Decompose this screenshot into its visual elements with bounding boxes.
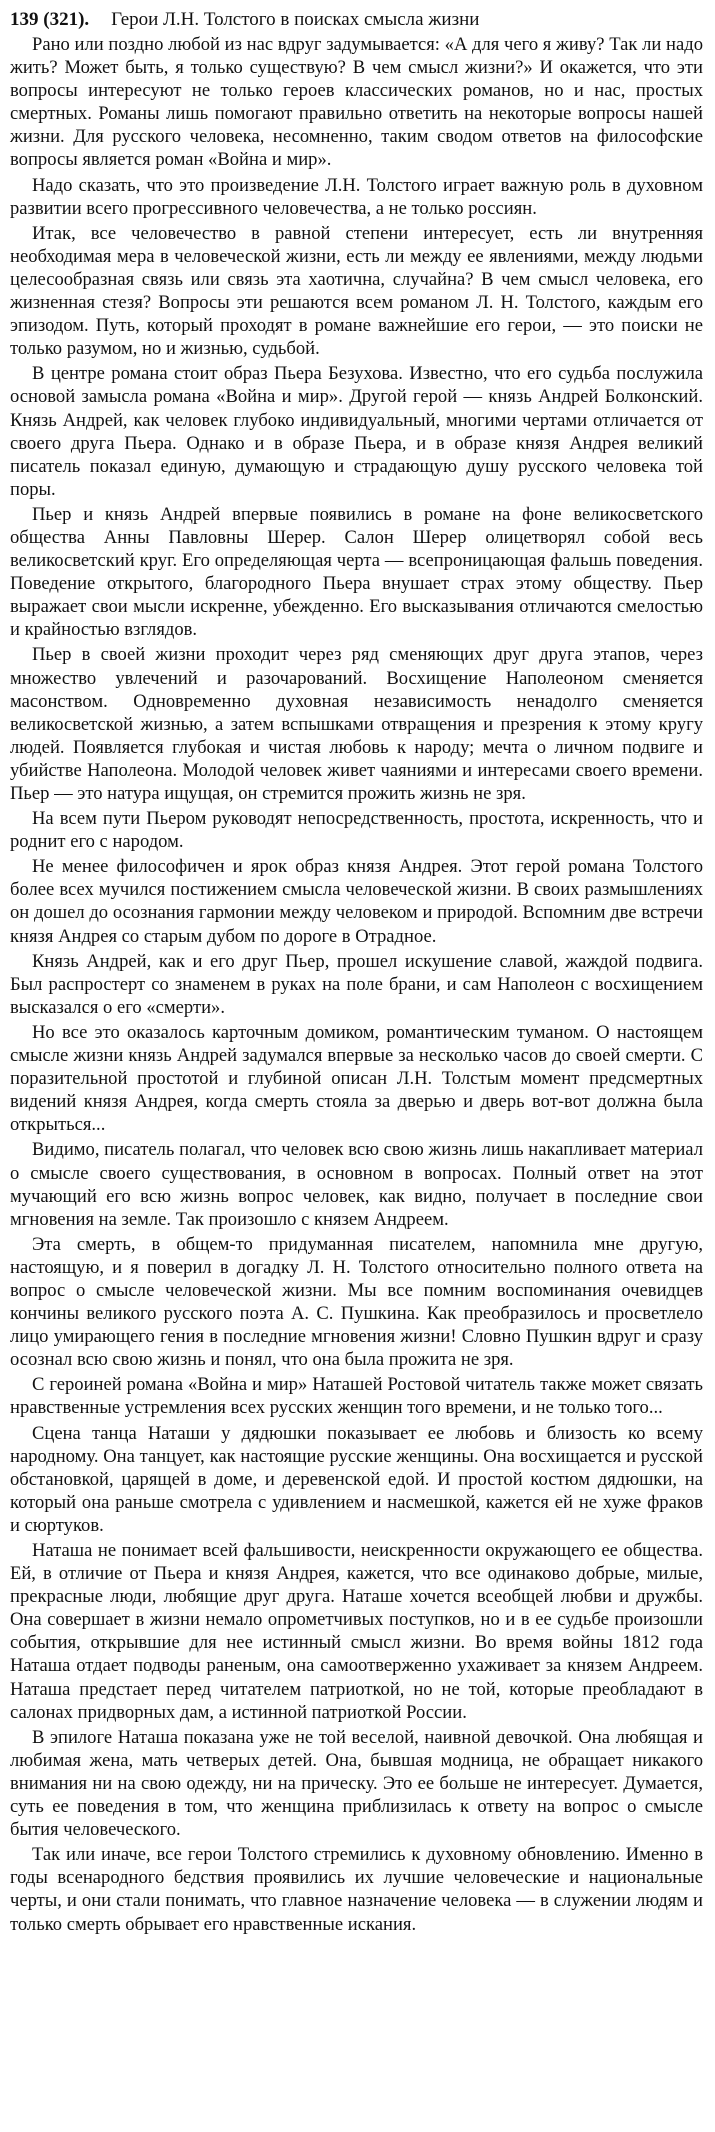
paragraph: В центре романа стоит образ Пьера Безухова. Известно, что его судьба послужила основой замысла романа «Война и мир». Другой герой — князь Андрей Болконский. Князь Андрей, как человек глубоко индивидуальный, многими чертами отличается от своего друга Пьера. Однако и в образе Пьера, и в образе князя Андрея великий писатель показал единую, думающую и страдающую душу русского человека той поры. <box>10 363 703 500</box>
paragraph: Пьер в своей жизни проходит через ряд сменяющих друг друга этапов, через множество увлечений и разочарований. Восхищение Наполеоном сменяется масонством. Одновременно духовная независимость ненадолго сменяется великосветской жизнью, а затем вспышками отвращения и презрения к этому кругу людей. Появляется глубокая и чистая любовь к народу; мечта о личном подвиге и убийстве Наполеона. Молодой человек живет чаяниями и интересами своего времени. Пьер — это натура ищущая, он стремится прожить жизнь не зря. <box>10 644 703 804</box>
paragraph: Наташа не понимает всей фальшивости, неискренности окружающего ее общества. Ей, в отличие от Пьера и князя Андрея, кажется, что все одинаково добрые, милые, прекрасные люди, любящие друг друга. Наташе хочется всеобщей любви и дружбы. Она совершает в жизни немало опрометчивых поступков, но и в ее судьбе произошли события, открывшие для нее истинный смысл жизни. Во время войны 1812 года Наташа отдает подводы раненым, она самоотверженно ухаживает за князем Андреем. Наташа предстает перед читателем патриоткой, но не той, которые преобладают в салонах придворных дам, а истинной патриоткой России. <box>10 1540 703 1723</box>
paragraph: Эта смерть, в общем-то придуманная писателем, напомнила мне другую, настоящую, и я поверил в догадку Л. Н. Толстого относительно полного ответа на вопрос о смысле человеческой жизни. Мы все помним воспоминания очевидцев кончины великого русского поэта А. С. Пушкина. Как преобразилось и просветлело лицо умирающего гения в последние мгновения жизни! Словно Пушкин вдруг и сразу осознал всю свою жизнь и понял, что она была прожита не зря. <box>10 1233 703 1371</box>
paragraph: В эпилоге Наташа показана уже не той веселой, наивной девочкой. Она любящая и любимая жена, мать четверых детей. Она, бывшая модница, не обращает никакого внимания ни на свою одежду, ни на прическу. Это ее больше не интересует. Думается, суть ее поведения в том, что женщина приблизилась к ответу на вопрос о смысле бытия человеческого. <box>10 1726 703 1841</box>
essay-number: 139 (321). <box>10 9 90 30</box>
paragraph: Надо сказать, что это произведение Л.Н. Толстого играет важную роль в духовном развитии всего прогрессивного человечества, а не только россиян. <box>10 174 703 219</box>
essay-title: Герои Л.Н. Толстого в поисках смысла жизни <box>111 9 480 30</box>
paragraph: Но все это оказалось карточным домиком, романтическим туманом. О настоящем смысле жизни князь Андрей задумался впервые за несколько часов до своей смерти. С поразительной простотой и глубиной описан Л.Н. Толстым момент предсмертных видений князя Андрея, когда смерть стояла за дверью и дверь вот-вот должна была открыться... <box>10 1021 703 1136</box>
paragraph: Итак, все человечество в равной степени интересует, есть ли внутренняя необходимая мера в человеческой жизни, есть ли между ее явлениями, между людьми целесообразная связь или связь эта хаотична, случайна? В чем смысл человека, его жизненная стезя? Вопросы эти решаются всем романом Л. Н. Толстого, каждым его эпизодом. Путь, который проходят в романе важнейшие его герои, — это поиски не только разумом, но и жизнью, судьбой. <box>10 222 703 360</box>
paragraph: Пьер и князь Андрей впервые появились в романе на фоне великосветского общества Анны Павловны Шерер. Салон Шерер олицетворял собой весь великосветский круг. Его определяющая черта — всепроницающая фальшь поведения. Поведение открытого, благородного Пьера внушает страх этому обществу. Пьер выражает свои мысли искренне, убежденно. Его высказывания отличаются смелостью и крайностью взглядов. <box>10 503 703 641</box>
document-page <box>10 8 703 1938</box>
paragraph: Сцена танца Наташи у дядюшки показывает ее любовь и близость ко всему народному. Она танцует, как настоящие русские женщины. Она восхищается и русской обстановкой, царящей в доме, и деревенской едой. И простой костюм дядюшки, на который она раньше смотрела с удивлением и насмешкой, кажется ей не хуже фраков и сюртуков. <box>10 1422 703 1536</box>
paragraph: Рано или поздно любой из нас вдруг задумывается: «А для чего я живу? Так ли надо жить? Может быть, я только существую? В чем смысл жизни?» И окажется, что эти вопросы интересуют не только героев классических романов, но и нас, простых смертных. Романы лишь помогают правильно ответить на некоторые вопросы нашей жизни. Для русского человека, несомненно, таким сводом ответов на философские вопросы является роман «Война и мир». <box>10 34 703 171</box>
paragraph: На всем пути Пьером руководят непосредственность, простота, искренность, что и роднит его с народом. <box>10 808 703 853</box>
paragraph: Видимо, писатель полагал, что человек всю свою жизнь лишь накапливает материал о смысле своего существования, в основном в вопросах. Полный ответ на этот мучающий его всю жизнь вопрос человек, как видно, получает в последние свои мгновения на земле. Так произошло с князем Андреем. <box>10 1139 703 1230</box>
paragraph: С героиней романа «Война и мир» Наташей Ростовой читатель также может связать нравственные устремления всех русских женщин того времени, и не только того... <box>10 1374 703 1419</box>
paragraph: Так или иначе, все герои Толстого стремились к духовному обновлению. Именно в годы всенародного бедствия проявились их лучшие человеческие и национальные черты, и они стали понимать, что главное назначение человека — в служении людям и только смерть обрывает его нравственные искания. <box>10 1844 703 1935</box>
paragraph: Не менее философичен и ярок образ князя Андрея. Этот герой романа Толстого более всех мучился постижением смысла человеческой жизни. В своих размышлениях он дошел до осознания гармонии между человеком и природой. Вспомним две встречи князя Андрея со старым дубом по дороге в Отрадное. <box>10 856 703 947</box>
paragraph: Князь Андрей, как и его друг Пьер, прошел искушение славой, жаждой подвига. Был распростерт со знаменем в руках на поле брани, и сам Наполеон с восхищением высказался о его «смерти». <box>10 950 703 1018</box>
essay-heading <box>10 8 703 32</box>
